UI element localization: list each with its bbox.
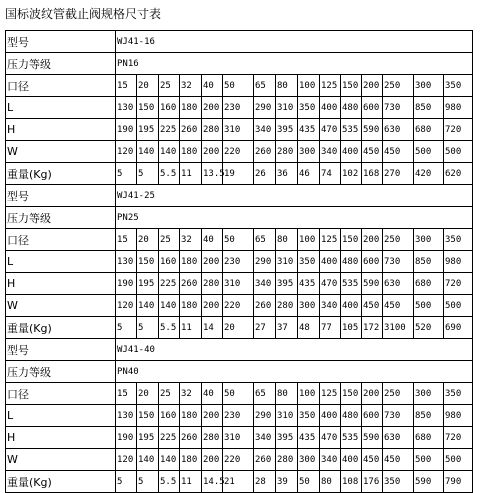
table-cell: 80 bbox=[276, 229, 298, 251]
table-cell: 500 bbox=[444, 141, 473, 163]
table-cell: 108 bbox=[341, 471, 362, 493]
table-cell: 310 bbox=[223, 119, 254, 141]
table-cell: 980 bbox=[444, 251, 473, 273]
table-cell: 20 bbox=[137, 75, 159, 97]
table-cell: 50 bbox=[223, 383, 254, 405]
table-cell: 200 bbox=[362, 229, 383, 251]
row-label: H bbox=[6, 119, 116, 141]
table-cell: 15 bbox=[116, 229, 137, 251]
table-cell: 720 bbox=[444, 427, 473, 449]
table-cell: 77 bbox=[320, 317, 341, 339]
table-cell: 190 bbox=[116, 119, 137, 141]
table-cell: 140 bbox=[137, 141, 159, 163]
table-cell: 480 bbox=[341, 97, 362, 119]
model-row bbox=[6, 31, 473, 53]
table-cell: 270 bbox=[383, 163, 414, 185]
table-cell: 280 bbox=[276, 141, 298, 163]
table-cell: 27 bbox=[254, 317, 276, 339]
table-cell: 40 bbox=[202, 229, 223, 251]
table-cell: 450 bbox=[383, 141, 414, 163]
table-cell: 5.5 bbox=[159, 471, 180, 493]
table-cell: 100 bbox=[298, 383, 320, 405]
table-cell: 260 bbox=[180, 273, 202, 295]
model-label: 型号 bbox=[6, 185, 116, 207]
table-cell: 690 bbox=[444, 317, 473, 339]
table-cell: 20 bbox=[223, 317, 254, 339]
table-cell: 15 bbox=[116, 383, 137, 405]
table-cell: 340 bbox=[320, 295, 341, 317]
model-value: WJ41-40 bbox=[116, 339, 473, 361]
table-cell: 150 bbox=[137, 405, 159, 427]
table-cell: 46 bbox=[298, 163, 320, 185]
table-cell: 980 bbox=[444, 97, 473, 119]
table-cell: 310 bbox=[223, 427, 254, 449]
table-cell: 260 bbox=[254, 141, 276, 163]
table-row bbox=[6, 405, 473, 427]
table-row bbox=[6, 75, 473, 97]
table-cell: 230 bbox=[223, 405, 254, 427]
table-cell: 195 bbox=[137, 119, 159, 141]
table-cell: 25 bbox=[159, 383, 180, 405]
table-row bbox=[6, 229, 473, 251]
pressure-value: PN16 bbox=[116, 53, 473, 75]
table-cell: 400 bbox=[320, 405, 341, 427]
pressure-value: PN25 bbox=[116, 207, 473, 229]
table-cell: 13.5 bbox=[202, 163, 223, 185]
table-row bbox=[6, 273, 473, 295]
table-cell: 680 bbox=[414, 273, 444, 295]
table-cell: 19 bbox=[223, 163, 254, 185]
table-cell: 590 bbox=[362, 119, 383, 141]
table-cell: 120 bbox=[116, 141, 137, 163]
table-cell: 290 bbox=[254, 405, 276, 427]
table-cell: 150 bbox=[341, 383, 362, 405]
pressure-value: PN40 bbox=[116, 361, 473, 383]
table-cell: 310 bbox=[276, 405, 298, 427]
table-row bbox=[6, 427, 473, 449]
table-cell: 5.5 bbox=[159, 317, 180, 339]
table-cell: 32 bbox=[180, 383, 202, 405]
table-cell: 28 bbox=[254, 471, 276, 493]
model-label: 型号 bbox=[6, 31, 116, 53]
table-cell: 5 bbox=[137, 317, 159, 339]
table-cell: 400 bbox=[341, 449, 362, 471]
table-cell: 180 bbox=[180, 251, 202, 273]
row-label: L bbox=[6, 251, 116, 273]
table-cell: 36 bbox=[276, 163, 298, 185]
table-cell: 180 bbox=[180, 141, 202, 163]
table-cell: 450 bbox=[362, 141, 383, 163]
table-row bbox=[6, 471, 473, 493]
table-cell: 435 bbox=[298, 273, 320, 295]
table-cell: 450 bbox=[362, 295, 383, 317]
table-cell: 225 bbox=[159, 273, 180, 295]
table-cell: 190 bbox=[116, 427, 137, 449]
table-cell: 14.5 bbox=[202, 471, 223, 493]
table-cell: 395 bbox=[276, 273, 298, 295]
table-cell: 300 bbox=[298, 449, 320, 471]
table-cell: 15 bbox=[116, 75, 137, 97]
table-cell: 850 bbox=[414, 405, 444, 427]
row-label: 口径 bbox=[6, 229, 116, 251]
table-row bbox=[6, 295, 473, 317]
table-cell: 74 bbox=[320, 163, 341, 185]
table-row bbox=[6, 163, 473, 185]
table-cell: 720 bbox=[444, 273, 473, 295]
table-cell: 280 bbox=[202, 273, 223, 295]
table-cell: 140 bbox=[159, 295, 180, 317]
table-cell: 172 bbox=[362, 317, 383, 339]
table-cell: 310 bbox=[276, 251, 298, 273]
table-cell: 260 bbox=[180, 119, 202, 141]
table-cell: 500 bbox=[414, 141, 444, 163]
pressure-label: 压力等级 bbox=[6, 361, 116, 383]
table-cell: 470 bbox=[320, 427, 341, 449]
table-cell: 280 bbox=[276, 295, 298, 317]
table-cell: 105 bbox=[341, 317, 362, 339]
table-cell: 600 bbox=[362, 405, 383, 427]
table-cell: 80 bbox=[276, 383, 298, 405]
table-cell: 25 bbox=[159, 75, 180, 97]
table-cell: 400 bbox=[341, 141, 362, 163]
pressure-label: 压力等级 bbox=[6, 53, 116, 75]
table-cell: 125 bbox=[320, 383, 341, 405]
table-cell: 130 bbox=[116, 97, 137, 119]
table-cell: 600 bbox=[362, 97, 383, 119]
table-cell: 535 bbox=[341, 119, 362, 141]
table-row bbox=[6, 317, 473, 339]
model-label: 型号 bbox=[6, 339, 116, 361]
row-label: L bbox=[6, 405, 116, 427]
table-cell: 620 bbox=[444, 163, 473, 185]
table-cell: 300 bbox=[298, 141, 320, 163]
table-row bbox=[6, 97, 473, 119]
table-cell: 395 bbox=[276, 119, 298, 141]
table-cell: 220 bbox=[223, 295, 254, 317]
table-cell: 65 bbox=[254, 229, 276, 251]
table-cell: 5 bbox=[137, 471, 159, 493]
table-cell: 102 bbox=[341, 163, 362, 185]
table-cell: 80 bbox=[276, 75, 298, 97]
table-cell: 340 bbox=[254, 427, 276, 449]
table-cell: 26 bbox=[254, 163, 276, 185]
row-label: 重量(Kg) bbox=[6, 163, 116, 185]
table-cell: 40 bbox=[202, 383, 223, 405]
table-cell: 100 bbox=[298, 75, 320, 97]
table-cell: 150 bbox=[341, 75, 362, 97]
table-cell: 125 bbox=[320, 229, 341, 251]
table-cell: 480 bbox=[341, 405, 362, 427]
model-row bbox=[6, 339, 473, 361]
table-row bbox=[6, 449, 473, 471]
table-cell: 250 bbox=[383, 75, 414, 97]
pressure-row bbox=[6, 207, 473, 229]
table-row bbox=[6, 119, 473, 141]
table-cell: 48 bbox=[298, 317, 320, 339]
table-cell: 32 bbox=[180, 75, 202, 97]
table-cell: 39 bbox=[276, 471, 298, 493]
table-cell: 280 bbox=[202, 427, 223, 449]
table-cell: 130 bbox=[116, 405, 137, 427]
pressure-label: 压力等级 bbox=[6, 207, 116, 229]
row-label: W bbox=[6, 141, 116, 163]
table-cell: 50 bbox=[223, 229, 254, 251]
table-cell: 80 bbox=[320, 471, 341, 493]
row-label: H bbox=[6, 273, 116, 295]
table-cell: 300 bbox=[298, 295, 320, 317]
table-cell: 280 bbox=[276, 449, 298, 471]
row-label: 口径 bbox=[6, 383, 116, 405]
table-cell: 250 bbox=[383, 229, 414, 251]
table-cell: 350 bbox=[298, 251, 320, 273]
table-cell: 600 bbox=[362, 251, 383, 273]
table-cell: 25 bbox=[159, 229, 180, 251]
table-cell: 790 bbox=[444, 471, 473, 493]
table-cell: 290 bbox=[254, 97, 276, 119]
table-cell: 120 bbox=[116, 295, 137, 317]
table-cell: 200 bbox=[202, 97, 223, 119]
table-cell: 450 bbox=[383, 449, 414, 471]
table-cell: 37 bbox=[276, 317, 298, 339]
table-cell: 350 bbox=[444, 229, 473, 251]
table-cell: 3100 bbox=[383, 317, 414, 339]
row-label: H bbox=[6, 427, 116, 449]
table-cell: 5 bbox=[116, 471, 137, 493]
table-cell: 350 bbox=[444, 75, 473, 97]
table-cell: 500 bbox=[414, 449, 444, 471]
table-cell: 230 bbox=[223, 97, 254, 119]
table-cell: 435 bbox=[298, 427, 320, 449]
table-cell: 420 bbox=[414, 163, 444, 185]
table-cell: 50 bbox=[223, 75, 254, 97]
table-cell: 140 bbox=[159, 449, 180, 471]
table-cell: 5 bbox=[116, 317, 137, 339]
spec-table bbox=[5, 30, 473, 493]
table-cell: 150 bbox=[137, 251, 159, 273]
table-cell: 65 bbox=[254, 383, 276, 405]
table-cell: 225 bbox=[159, 119, 180, 141]
table-cell: 630 bbox=[383, 427, 414, 449]
table-cell: 125 bbox=[320, 75, 341, 97]
table-cell: 350 bbox=[383, 471, 414, 493]
table-cell: 176 bbox=[362, 471, 383, 493]
row-label: 重量(Kg) bbox=[6, 471, 116, 493]
table-cell: 850 bbox=[414, 251, 444, 273]
table-cell: 190 bbox=[116, 273, 137, 295]
table-cell: 480 bbox=[341, 251, 362, 273]
model-value: WJ41-25 bbox=[116, 185, 473, 207]
table-cell: 195 bbox=[137, 427, 159, 449]
table-cell: 21 bbox=[223, 471, 254, 493]
table-cell: 310 bbox=[276, 97, 298, 119]
row-label: 重量(Kg) bbox=[6, 317, 116, 339]
table-cell: 630 bbox=[383, 273, 414, 295]
table-cell: 500 bbox=[444, 449, 473, 471]
table-cell: 50 bbox=[298, 471, 320, 493]
table-cell: 100 bbox=[298, 229, 320, 251]
table-cell: 180 bbox=[180, 405, 202, 427]
table-cell: 340 bbox=[320, 141, 341, 163]
table-cell: 340 bbox=[254, 119, 276, 141]
table-cell: 450 bbox=[362, 449, 383, 471]
table-cell: 180 bbox=[180, 295, 202, 317]
table-cell: 535 bbox=[341, 427, 362, 449]
table-cell: 980 bbox=[444, 405, 473, 427]
table-cell: 150 bbox=[137, 97, 159, 119]
table-cell: 520 bbox=[414, 317, 444, 339]
table-cell: 250 bbox=[383, 383, 414, 405]
table-cell: 220 bbox=[223, 449, 254, 471]
table-cell: 160 bbox=[159, 97, 180, 119]
table-cell: 350 bbox=[298, 97, 320, 119]
table-cell: 300 bbox=[414, 383, 444, 405]
table-cell: 850 bbox=[414, 97, 444, 119]
table-cell: 260 bbox=[180, 427, 202, 449]
model-value: WJ41-16 bbox=[116, 31, 473, 53]
table-cell: 32 bbox=[180, 229, 202, 251]
table-cell: 120 bbox=[116, 449, 137, 471]
table-cell: 200 bbox=[362, 75, 383, 97]
table-cell: 450 bbox=[383, 295, 414, 317]
table-cell: 470 bbox=[320, 273, 341, 295]
table-cell: 40 bbox=[202, 75, 223, 97]
table-cell: 200 bbox=[202, 251, 223, 273]
table-cell: 590 bbox=[362, 273, 383, 295]
table-cell: 730 bbox=[383, 405, 414, 427]
table-cell: 340 bbox=[320, 449, 341, 471]
table-cell: 535 bbox=[341, 273, 362, 295]
table-cell: 730 bbox=[383, 251, 414, 273]
table-cell: 200 bbox=[202, 449, 223, 471]
table-cell: 200 bbox=[202, 141, 223, 163]
table-cell: 200 bbox=[202, 295, 223, 317]
table-cell: 195 bbox=[137, 273, 159, 295]
page-title: 国标波纹管截止阀规格尺寸表 bbox=[5, 7, 162, 21]
table-cell: 310 bbox=[223, 273, 254, 295]
table-cell: 630 bbox=[383, 119, 414, 141]
table-cell: 680 bbox=[414, 427, 444, 449]
table-cell: 730 bbox=[383, 97, 414, 119]
table-cell: 220 bbox=[223, 141, 254, 163]
table-cell: 14 bbox=[202, 317, 223, 339]
table-cell: 590 bbox=[414, 471, 444, 493]
table-cell: 11 bbox=[180, 163, 202, 185]
table-row bbox=[6, 141, 473, 163]
table-cell: 230 bbox=[223, 251, 254, 273]
table-cell: 225 bbox=[159, 427, 180, 449]
table-cell: 160 bbox=[159, 251, 180, 273]
table-cell: 680 bbox=[414, 119, 444, 141]
table-cell: 5.5 bbox=[159, 163, 180, 185]
row-label: L bbox=[6, 97, 116, 119]
pressure-row bbox=[6, 361, 473, 383]
table-cell: 260 bbox=[254, 449, 276, 471]
table-cell: 395 bbox=[276, 427, 298, 449]
table-cell: 720 bbox=[444, 119, 473, 141]
table-cell: 168 bbox=[362, 163, 383, 185]
table-cell: 180 bbox=[180, 97, 202, 119]
table-row bbox=[6, 251, 473, 273]
table-cell: 20 bbox=[137, 383, 159, 405]
table-cell: 350 bbox=[298, 405, 320, 427]
table-cell: 260 bbox=[254, 295, 276, 317]
table-cell: 200 bbox=[202, 405, 223, 427]
table-cell: 150 bbox=[341, 229, 362, 251]
table-cell: 200 bbox=[362, 383, 383, 405]
table-cell: 590 bbox=[362, 427, 383, 449]
table-cell: 180 bbox=[180, 449, 202, 471]
table-cell: 500 bbox=[414, 295, 444, 317]
table-cell: 20 bbox=[137, 229, 159, 251]
table-cell: 5 bbox=[137, 163, 159, 185]
table-cell: 160 bbox=[159, 405, 180, 427]
model-row bbox=[6, 185, 473, 207]
table-cell: 300 bbox=[414, 75, 444, 97]
table-cell: 435 bbox=[298, 119, 320, 141]
pressure-row bbox=[6, 53, 473, 75]
table-cell: 400 bbox=[320, 251, 341, 273]
table-cell: 290 bbox=[254, 251, 276, 273]
table-cell: 5 bbox=[116, 163, 137, 185]
table-cell: 140 bbox=[137, 449, 159, 471]
table-cell: 11 bbox=[180, 471, 202, 493]
table-cell: 340 bbox=[254, 273, 276, 295]
table-cell: 130 bbox=[116, 251, 137, 273]
table-cell: 65 bbox=[254, 75, 276, 97]
table-cell: 11 bbox=[180, 317, 202, 339]
table-cell: 400 bbox=[341, 295, 362, 317]
row-label: W bbox=[6, 449, 116, 471]
table-cell: 350 bbox=[444, 383, 473, 405]
table-cell: 500 bbox=[444, 295, 473, 317]
table-cell: 140 bbox=[137, 295, 159, 317]
table-cell: 280 bbox=[202, 119, 223, 141]
table-cell: 300 bbox=[414, 229, 444, 251]
row-label: W bbox=[6, 295, 116, 317]
table-cell: 140 bbox=[159, 141, 180, 163]
table-row bbox=[6, 383, 473, 405]
table-cell: 400 bbox=[320, 97, 341, 119]
table-cell: 470 bbox=[320, 119, 341, 141]
row-label: 口径 bbox=[6, 75, 116, 97]
